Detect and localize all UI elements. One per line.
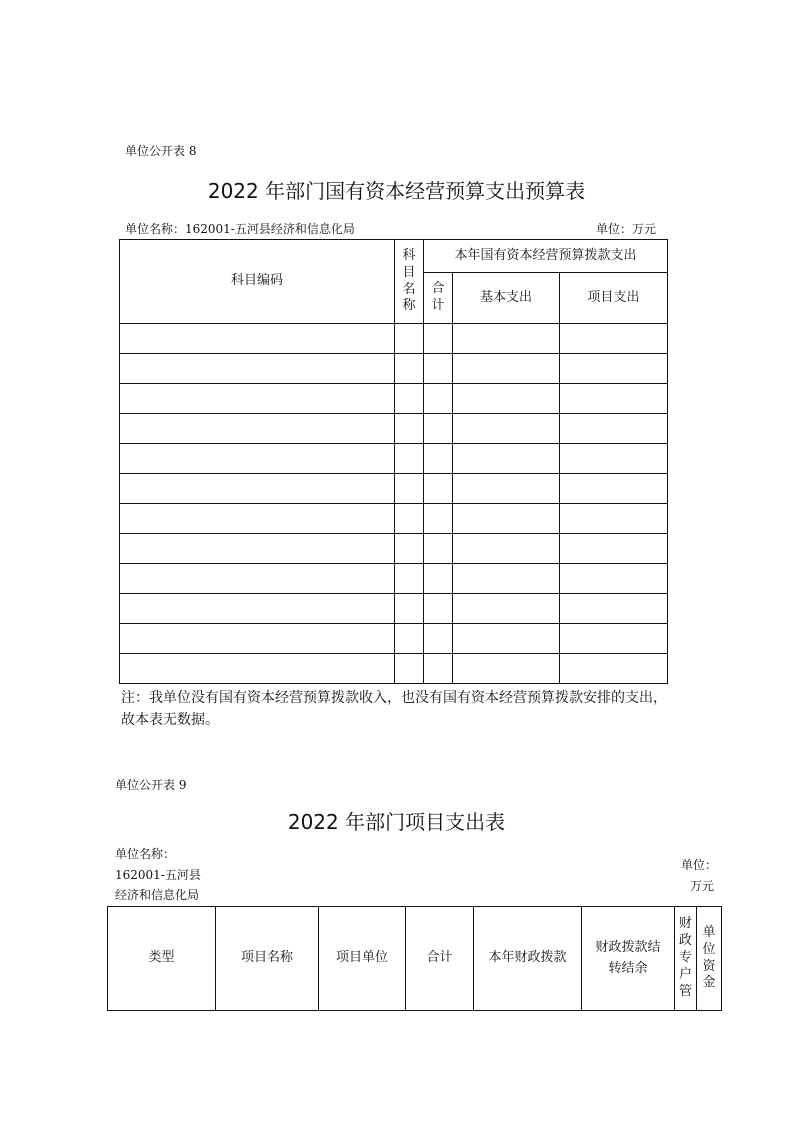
page-title-8: 2022 年部门国有资本经营预算支出预算表 (207, 179, 586, 203)
unit-label-9: 单位： (681, 858, 718, 872)
header-total: 合计 (424, 273, 453, 324)
table-row (120, 624, 668, 654)
unit-value-9: 万元 (690, 879, 715, 893)
budget-table-8 (119, 239, 668, 684)
table-row (120, 534, 668, 564)
unit-name-line2-9: 162001-五河县 (115, 868, 201, 882)
table-row (120, 474, 668, 504)
header-project-unit: 项目单位 (319, 907, 406, 1011)
table-row (120, 324, 668, 354)
header-unit-funds: 单位资金 (697, 907, 722, 1011)
header-type: 类型 (108, 907, 216, 1011)
header-carryover: 财政拨款结转结余 (582, 907, 675, 1011)
header-fiscal: 本年财政拨款 (474, 907, 582, 1011)
header-special: 财政专户管 (675, 907, 697, 1011)
unit-name-label-9: 单位名称： (115, 847, 176, 861)
unit-name-line3-9: 经济和信息化局 (115, 888, 200, 902)
header-total-9: 合计 (406, 907, 474, 1011)
table-code-9: 单位公开表 9 (115, 778, 187, 792)
header-group: 本年国有资本经营预算拨款支出 (424, 240, 668, 273)
unit-label-8: 单位：万元 (596, 222, 657, 236)
header-project: 项目支出 (560, 273, 668, 324)
table-row (120, 414, 668, 444)
table-row (120, 354, 668, 384)
header-subject-name: 科目名称 (395, 240, 424, 324)
header-basic: 基本支出 (453, 273, 560, 324)
header-subject-code: 科目编码 (120, 240, 395, 324)
table-row (120, 504, 668, 534)
page-title-9: 2022 年部门项目支出表 (287, 810, 506, 834)
table-row (120, 594, 668, 624)
table-row (120, 384, 668, 414)
header-project-name: 项目名称 (216, 907, 319, 1011)
table-row (120, 564, 668, 594)
project-table-9 (107, 906, 722, 1011)
unit-name-8: 单位名称：162001-五河县经济和信息化局 (125, 222, 355, 236)
table-note-8: 注：我单位没有国有资本经营预算拨款收入，也没有国有资本经营预算拨款安排的支出，故本表无数据。 (121, 690, 667, 728)
table-row (120, 444, 668, 474)
table-row (120, 654, 668, 684)
table-code-8: 单位公开表 8 (125, 144, 197, 158)
